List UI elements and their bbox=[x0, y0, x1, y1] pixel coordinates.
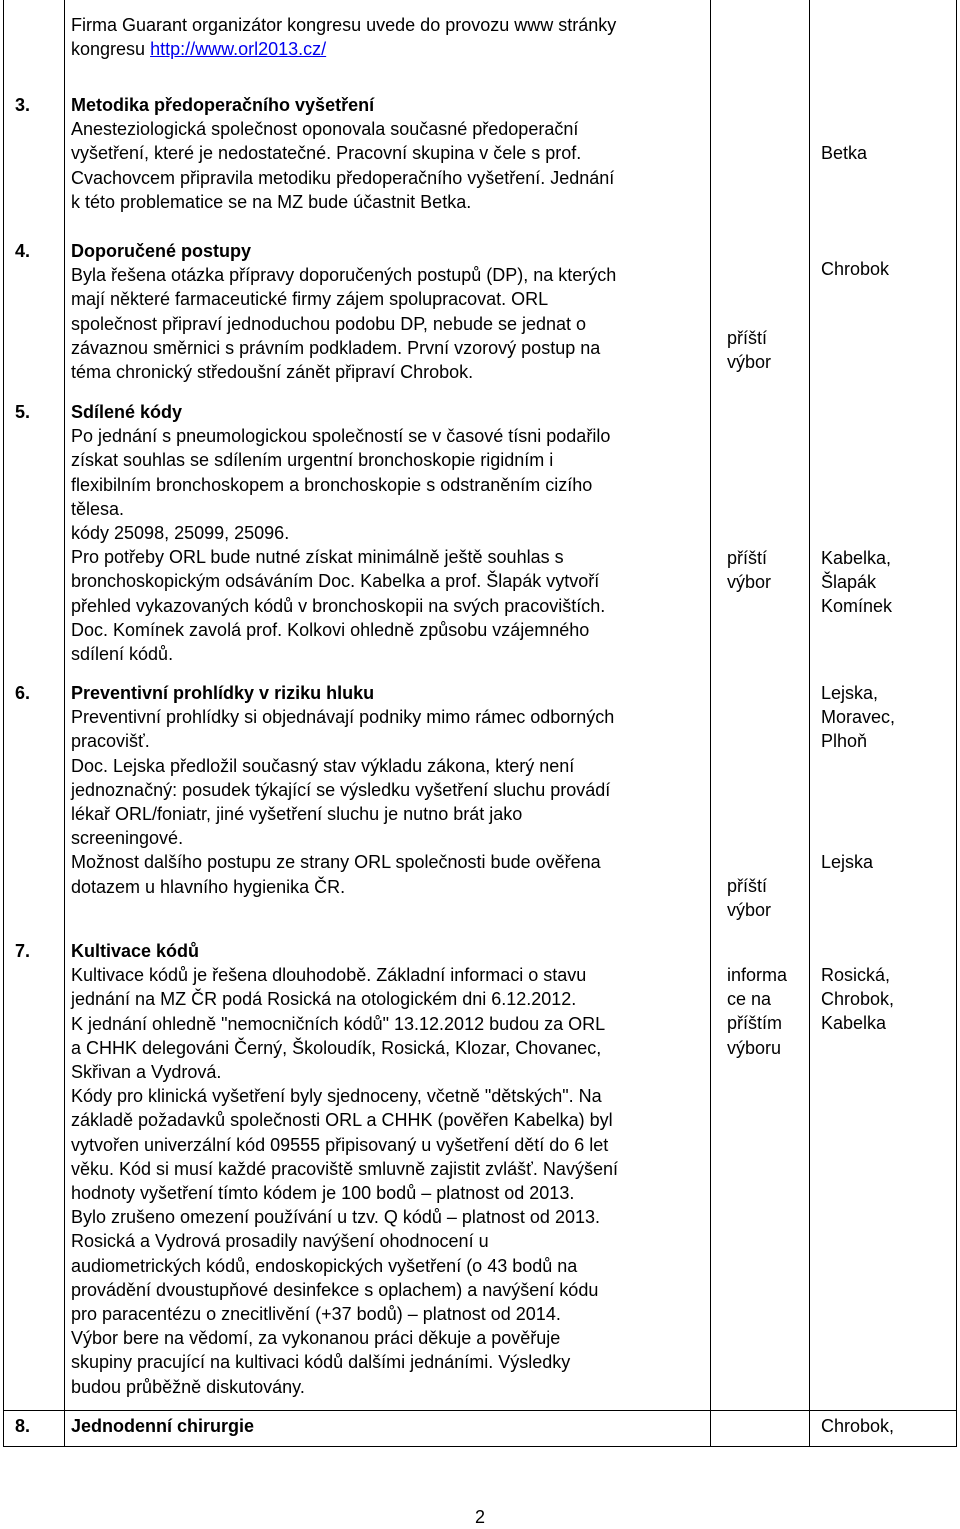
section-line: budou průběžně diskutovány. bbox=[71, 1376, 305, 1397]
section-line: jednání na MZ ČR podá Rosická na otologickém dni 6.12.2012. bbox=[71, 989, 577, 1010]
section-line: Po jednání s pneumologickou společností se v časové tísni podařilo bbox=[71, 426, 611, 447]
section-line: a CHHK delegováni Černý, Školoudík, Rosická, Klozar, Chovanec, bbox=[71, 1037, 602, 1058]
intro-line: kongresu bbox=[71, 39, 151, 60]
section-line: přehled vykazovaných kódů v bronchoskopii na svých pracovištích. bbox=[71, 595, 606, 616]
section-line: bronchoskopickým odsáváním Doc. Kabelka a prof. Šlapák vytvoří bbox=[71, 571, 600, 592]
section-line: k této problematice se na MZ bude účastnit Betka. bbox=[71, 191, 472, 212]
section-line: vytvořen univerzální kód 09555 připisovaný u vyšetření dětí do 6 let bbox=[71, 1134, 609, 1155]
section-line: Doc. Lejska předložil současný stav výkladu zákona, který není bbox=[71, 755, 575, 776]
term-text: příští výbor bbox=[727, 328, 772, 373]
section-content bbox=[71, 681, 710, 899]
table-row-section-6 bbox=[4, 681, 957, 939]
intro-line: Firma Guarant organizátor kongresu uvede do provozu www stránky bbox=[71, 15, 617, 35]
section-line: skupiny pracující na kultivaci kódů dalšími jednáními. Výsledky bbox=[71, 1352, 571, 1373]
section-line: získat souhlas se sdílením urgentní bronchoskopie rigidním i bbox=[71, 450, 554, 471]
section-line: hodnoty vyšetření tímto kódem je 100 bodů – platnost od 2013. bbox=[71, 1183, 575, 1204]
section-line: dotazem u hlavního hygienika ČR. bbox=[71, 876, 346, 897]
section-number: 5. bbox=[15, 402, 31, 422]
term-text: příští výbor bbox=[727, 876, 772, 921]
section-number: 4. bbox=[15, 241, 31, 261]
section-line: provádění dvoustupňové desinfekce s oplachem) a navýšení kódu bbox=[71, 1279, 599, 1300]
responsible-person: Kabelka, Šlapák Komínek bbox=[821, 548, 893, 617]
term-text: příští výbor bbox=[727, 548, 772, 593]
responsible-person: Betka bbox=[821, 143, 868, 163]
section-number: 7. bbox=[15, 941, 31, 961]
term-text: informa ce na příštím výboru bbox=[727, 965, 788, 1058]
section-line: K jednání ohledně "nemocničních kódů" 13.12.2012 budou za ORL bbox=[71, 1013, 606, 1034]
section-content bbox=[71, 239, 710, 384]
website-link[interactable]: http://www.orl2013.cz/ bbox=[150, 39, 327, 60]
section-line: téma chronický středoušní zánět připraví Chrobok. bbox=[71, 362, 474, 383]
section-line: věku. Kód si musí každé pracoviště smluvně zajistit zvlášť. Navýšení bbox=[71, 1158, 618, 1179]
table-row-section-8 bbox=[4, 1410, 957, 1446]
section-line: základě požadavků společnosti ORL a CHHK (pověřen Kabelka) byl bbox=[71, 1110, 613, 1131]
table-row-section-7 bbox=[4, 939, 957, 1410]
section-line: Rosická a Vydrová prosadily navýšení ohodnocení u bbox=[71, 1231, 489, 1252]
section-title: Jednodenní chirurgie bbox=[71, 1415, 255, 1436]
minutes-table bbox=[3, 0, 957, 1447]
section-title: Doporučené postupy bbox=[71, 241, 252, 261]
section-line: lékař ORL/foniatr, jiné vyšetření sluchu je nutno brát jako bbox=[71, 804, 523, 825]
section-line: mají některé farmaceutické firmy zájem spolupracovat. ORL bbox=[71, 289, 549, 310]
section-content bbox=[71, 400, 710, 666]
section-line: Preventivní prohlídky si objednávají podniky mimo rámec odborných bbox=[71, 707, 615, 728]
page-number: 2 bbox=[474, 1507, 485, 1527]
section-line: Možnost dalšího postupu ze strany ORL společnosti bude ověřena bbox=[71, 852, 601, 873]
section-line: Skřivan a Vydrová. bbox=[71, 1062, 222, 1083]
section-line: audiometrických kódů, endoskopických vyšetření (o 43 bodů na bbox=[71, 1255, 578, 1276]
section-line: flexibilním bronchoskopem a bronchoskopie s odstraněním cizího bbox=[71, 474, 593, 495]
responsible-person: Lejska, Moravec, Plhoň Lejska bbox=[821, 681, 956, 874]
section-title: Kultivace kódů bbox=[71, 941, 200, 961]
section-line: Výbor bere na vědomí, za vykonanou práci děkuje a pověřuje bbox=[71, 1328, 561, 1349]
section-title: Preventivní prohlídky v riziku hluku bbox=[71, 683, 375, 703]
section-line: společnost připraví jednoduchou podobu DP, nebude se jednat o bbox=[71, 313, 587, 334]
section-line: Kódy pro klinická vyšetření byly sjednoceny, včetně "dětských". Na bbox=[71, 1086, 602, 1107]
section-line: Byla řešena otázka přípravy doporučených postupů (DP), na kterých bbox=[71, 265, 617, 286]
section-line: kódy 25098, 25099, 25096. bbox=[71, 523, 290, 544]
section-number: 6. bbox=[15, 683, 31, 703]
table-row-section-4 bbox=[4, 239, 957, 400]
section-line: závaznou směrnici s právním podkladem. První vzorový postup na bbox=[71, 337, 601, 358]
section-number: 8. bbox=[15, 1415, 31, 1436]
section-number: 3. bbox=[15, 95, 31, 115]
section-line: Pro potřeby ORL bude nutné získat minimálně ještě souhlas s bbox=[71, 547, 564, 568]
section-line: Doc. Komínek zavolá prof. Kolkovi ohledně způsobu vzájemného bbox=[71, 619, 590, 640]
responsible-person: Chrobok bbox=[821, 259, 890, 279]
section-line: sdílení kódů. bbox=[71, 644, 174, 665]
section-line: tělesa. bbox=[71, 498, 125, 519]
table-row-section-3 bbox=[4, 93, 957, 239]
section-line: Cvachovcem připravila metodiku předoperačního vyšetření. Jednání bbox=[71, 167, 615, 188]
responsible-person: Chrobok, bbox=[821, 1415, 895, 1436]
section-line: pro paracentézu o znecitlivění (+37 bodů) – platnost od 2014. bbox=[71, 1304, 561, 1325]
table-row-intro bbox=[4, 0, 957, 93]
section-line: screeningové. bbox=[71, 828, 184, 849]
responsible-person: Rosická, Chrobok, Kabelka bbox=[821, 965, 895, 1034]
section-content bbox=[71, 93, 710, 214]
section-title: Sdílené kódy bbox=[71, 402, 183, 422]
section-line: jednoznačný: posudek týkající se výsledku vyšetření sluchu provádí bbox=[71, 779, 611, 800]
section-line: Anesteziologická společnost oponovala současné předoperační bbox=[71, 119, 579, 140]
responsible-person-secondary: Lejska bbox=[821, 851, 874, 872]
section-line: pracovišť. bbox=[71, 731, 150, 752]
section-line: Kultivace kódů je řešena dlouhodobě. Základní informaci o stavu bbox=[71, 965, 587, 986]
table-row-section-5 bbox=[4, 400, 957, 681]
section-line: Bylo zrušeno omezení používání u tzv. Q kódů – platnost od 2013. bbox=[71, 1207, 600, 1228]
section-title: Metodika předoperačního vyšetření bbox=[71, 95, 375, 115]
intro-text bbox=[71, 0, 710, 61]
section-line: vyšetření, které je nedostatečné. Pracovní skupina v čele s prof. bbox=[71, 143, 582, 164]
section-content bbox=[71, 939, 710, 1399]
